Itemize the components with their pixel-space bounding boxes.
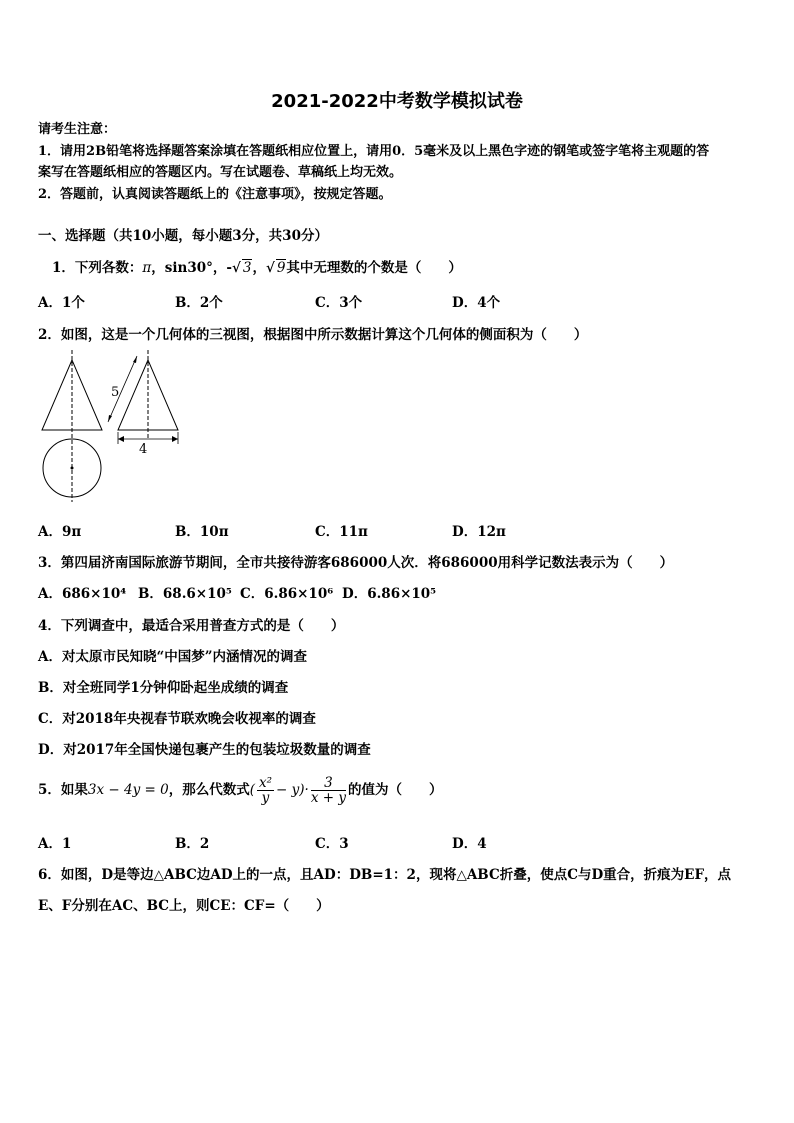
q5-option-c: C．3: [315, 836, 349, 852]
q5-option-d: D．4: [452, 836, 487, 852]
q5-option-b: B．2: [175, 836, 210, 852]
question-4-stem: 4．下列调查中，最适合采用普查方式的是（ ）: [38, 618, 345, 634]
notice-line-1: 1．请用2B铅笔将选择题答案涂填在答题纸相应位置上，请用0．5毫米及以上黑色字迹的钢笔或签字笔将主观题的答: [38, 144, 710, 159]
q4-option-d: D．对2017年全国快递包裹产生的包装垃圾数量的调查: [38, 742, 371, 758]
q5-fraction-2: $\frac{3}{x + y}$: [310, 775, 346, 806]
question-2-stem: 2．如图，这是一个几何体的三视图，根据图中所示数据计算这个几何体的侧面积为（ ）: [38, 327, 588, 343]
q5-option-a: A．1: [38, 836, 72, 852]
three-view-figure: [36, 350, 186, 505]
q2-option-c: C．11π: [315, 524, 368, 540]
q2-option-a: A．9π: [38, 524, 82, 540]
question-6-line-2: E、F分别在AC、BC上，则CE：CF=（ ）: [38, 898, 330, 914]
slant-label: 5: [111, 385, 120, 400]
q3-option-b: B．68.6×10⁵: [138, 586, 232, 602]
notice-line-3: 2．答题前，认真阅读答题纸上的《注意事项》，按规定答题。: [38, 187, 392, 202]
q4-option-a: A．对太原市民知晓“中国梦”内涵情况的调查: [38, 649, 308, 665]
notice-line-2: 案写在答题纸相应的答题区内。写在试题卷、草稿纸上均无效。: [38, 165, 403, 180]
base-label: 4: [139, 442, 148, 457]
q3-option-c: C．6.86×10⁶: [240, 586, 334, 602]
section-heading: 一、选择题（共10小题，每小题3分，共30分）: [38, 228, 328, 244]
question-3-stem: 3．第四届济南国际旅游节期间，全市共接待游客686000人次．将686000用科学记数法表示为（ ）: [38, 555, 674, 571]
q5-equation: 3x − 4y = 0: [87, 782, 169, 798]
question-5-stem: 5．如果3x − 4y = 0，那么代数式( $\frac{\text{x²}}{y}$ − y)· $\frac{3}{x + y}$ 的值为（ ）: [38, 775, 443, 806]
question-1-stem: 1．下列各数：π，sin30°，-√ 3，√ 9其中无理数的个数是（ ）: [52, 260, 462, 276]
notice-heading: 请考生注意：: [38, 122, 117, 137]
page-title: 2021-2022中考数学模拟试卷: [271, 91, 523, 112]
q2-option-d: D．12π: [452, 524, 506, 540]
q4-option-b: B．对全班同学1分钟仰卧起坐成绩的调查: [38, 680, 289, 696]
q3-option-a: A．686×10⁴: [38, 586, 127, 602]
top-view-center-dot: [71, 467, 74, 470]
q4-option-c: C．对2018年央视春节联欢晚会收视率的调查: [38, 711, 316, 727]
q5-fraction-1: $\frac{\text{x²}}{y}$: [258, 775, 273, 806]
q3-option-d: D．6.86×10⁵: [342, 586, 437, 602]
q1-option-b: B．2个: [175, 295, 223, 311]
q1-option-d: D．4个: [452, 295, 501, 311]
q2-option-b: B．10π: [175, 524, 229, 540]
q1-option-c: C．3个: [315, 295, 363, 311]
question-6-line-1: 6．如图，D是等边△ABC边AD上的一点，且AD：DB=1：2，现将△ABC折叠，使点C与D重合，折痕为EF，点: [38, 867, 732, 883]
q1-option-a: A．1个: [38, 295, 85, 311]
